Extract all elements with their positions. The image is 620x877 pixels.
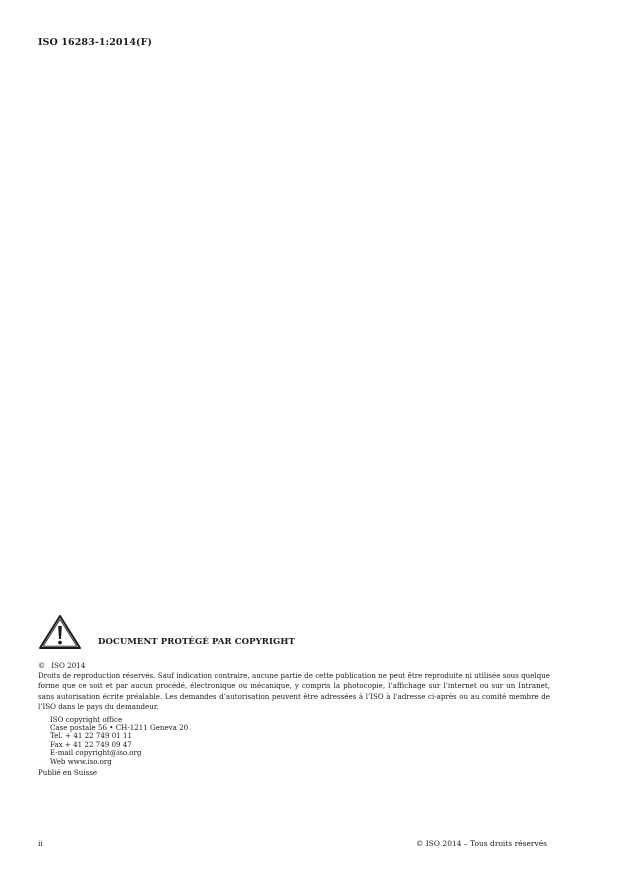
address-line: ISO copyright office bbox=[50, 714, 123, 724]
document-code: ISO 16283-1:2014(F) bbox=[38, 37, 153, 48]
footer-rights: © ISO 2014 – Tous droits réservés bbox=[415, 839, 547, 848]
copyright-symbol: © bbox=[38, 661, 46, 670]
copyright-paragraph: Droits de reproduction réservés. Sauf indication contraire, aucune partie de cette publication ne peut être reproduite ni utilisée sous quelque forme que ce soit et par aucun procédé, électronique ou mécanique, y compris la photocopie, l’affichage sur l’internet ou sur un Intranet, sans autorisation écrite préalable. Les demandes d’autorisation peuvent être adressées à l’ISO à l’adresse ci-après ou au comité membre de l’ISO dans le pays du demandeur. bbox=[38, 671, 550, 712]
copyright-notice bbox=[38, 610, 550, 778]
address-line: E-mail copyright@iso.org bbox=[50, 748, 142, 758]
warning-triangle-icon bbox=[38, 614, 82, 650]
copyright-title: DOCUMENT PROTÉGÉ PAR COPYRIGHT bbox=[98, 637, 295, 647]
address-line: Web www.iso.org bbox=[50, 756, 112, 766]
address-line: Tel. + 41 22 749 01 11 bbox=[50, 731, 133, 741]
copyright-year-line bbox=[38, 661, 550, 671]
address-block bbox=[50, 716, 550, 766]
address-line: Case postale 56 • CH-1211 Geneva 20 bbox=[50, 723, 189, 733]
warning-row bbox=[38, 610, 550, 650]
address-line: Fax + 41 22 749 09 47 bbox=[50, 739, 132, 749]
page-number: ii bbox=[38, 839, 43, 848]
published-line: Publié en Suisse bbox=[38, 768, 98, 778]
copyright-year: ISO 2014 bbox=[51, 661, 86, 670]
